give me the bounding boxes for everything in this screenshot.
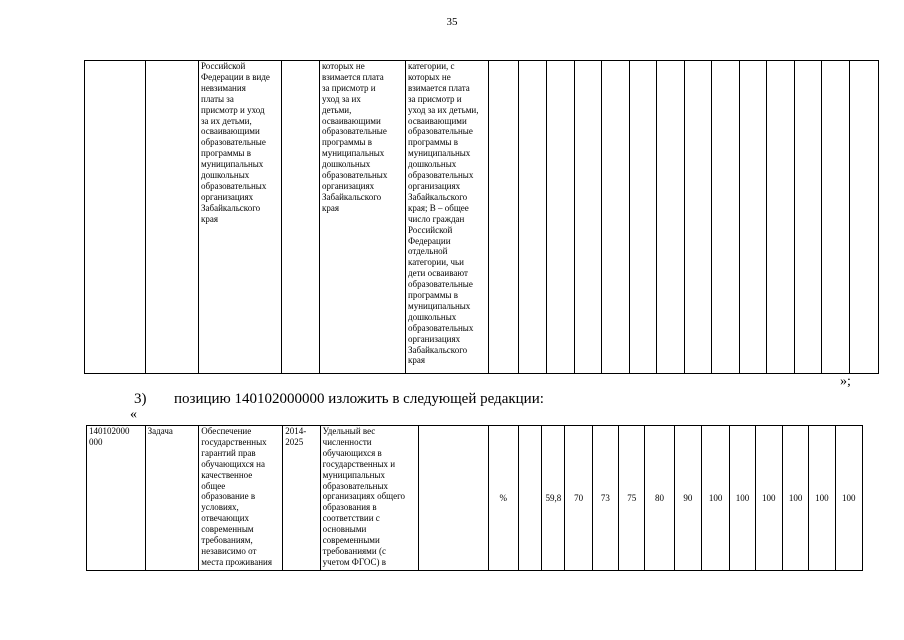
amendment-paragraph (134, 391, 544, 408)
table-row (87, 426, 863, 571)
position-unit: % (488, 426, 518, 571)
position-base (518, 426, 541, 571)
position-indicator: Удельный вес численности обучающихся в государственных и муниципальных образовательных организациях общего образования в соответствии с основными современными требованиями (с учетом ФГОС) в (320, 426, 418, 571)
value-cell: 100 (782, 426, 808, 571)
table-cell (575, 61, 602, 374)
position-name: Обеспечение государственных гарантий прав обучающихся на качественное общее образование в условиях, отвечающих современным требованиям, независимо от места проживания (199, 426, 283, 571)
position-kind: Задача (145, 426, 199, 571)
table-cell (685, 61, 712, 374)
position-code: 140102000 000 (87, 426, 146, 571)
value-cell: 80 (645, 426, 674, 571)
table-cell (712, 61, 740, 374)
paragraph-text: позицию 140102000000 изложить в следующей редакции: (174, 391, 544, 407)
value-cell: 70 (565, 426, 592, 571)
table-cell (630, 61, 657, 374)
position-method (418, 426, 488, 571)
table-row (85, 61, 879, 374)
table-cell (146, 61, 199, 374)
table-cell-method: категории, с которых не взимается плата за присмотр и уход за их детьми, осваивающими образовательные программы в муниципальных дошкольных образовательных организациях Забайкальского края; В – общее число граждан Российской Федерации отдельной категории, чьи дети осваивают образовательные программы в муниципальных дошкольных образовательных организациях Забайкальского края (406, 61, 489, 374)
value-cell: 100 (809, 426, 835, 571)
closing-quote-mark: »; (840, 374, 851, 389)
value-cell: 90 (674, 426, 701, 571)
table-cell (85, 61, 146, 374)
table-continuation (84, 60, 879, 374)
opening-quote-mark: « (130, 407, 137, 422)
table-cell (547, 61, 575, 374)
table-cell (767, 61, 795, 374)
position-period: 2014- 2025 (283, 426, 320, 571)
table-cell (657, 61, 685, 374)
value-cell: 59,8 (542, 426, 565, 571)
table-cell (850, 61, 879, 374)
table-cell (489, 61, 519, 374)
value-cell: 100 (755, 426, 782, 571)
value-cell: 100 (702, 426, 730, 571)
table-cell (602, 61, 630, 374)
table-cell (822, 61, 850, 374)
table-cell-indicator: которых не взимается плата за присмотр и уход за их детьми, осваивающими образовательные программы в муниципальных дошкольных образовательных организациях Забайкальского края (320, 61, 406, 374)
value-cell: 100 (835, 426, 862, 571)
table-cell (795, 61, 822, 374)
value-cell: 75 (619, 426, 645, 571)
table-cell (282, 61, 320, 374)
table-cell (740, 61, 767, 374)
value-cell: 100 (730, 426, 755, 571)
table-cell-name: Российской Федерации в виде невзимания платы за присмотр и уход за их детьми, осваивающими образовательные программы в муниципальных дошкольных образовательных организациях Забайкальского края (199, 61, 282, 374)
table-cell (519, 61, 547, 374)
table-new-position (86, 425, 863, 571)
page-number: 35 (446, 16, 458, 28)
value-cell: 73 (592, 426, 618, 571)
paragraph-number: 3) (134, 391, 147, 407)
